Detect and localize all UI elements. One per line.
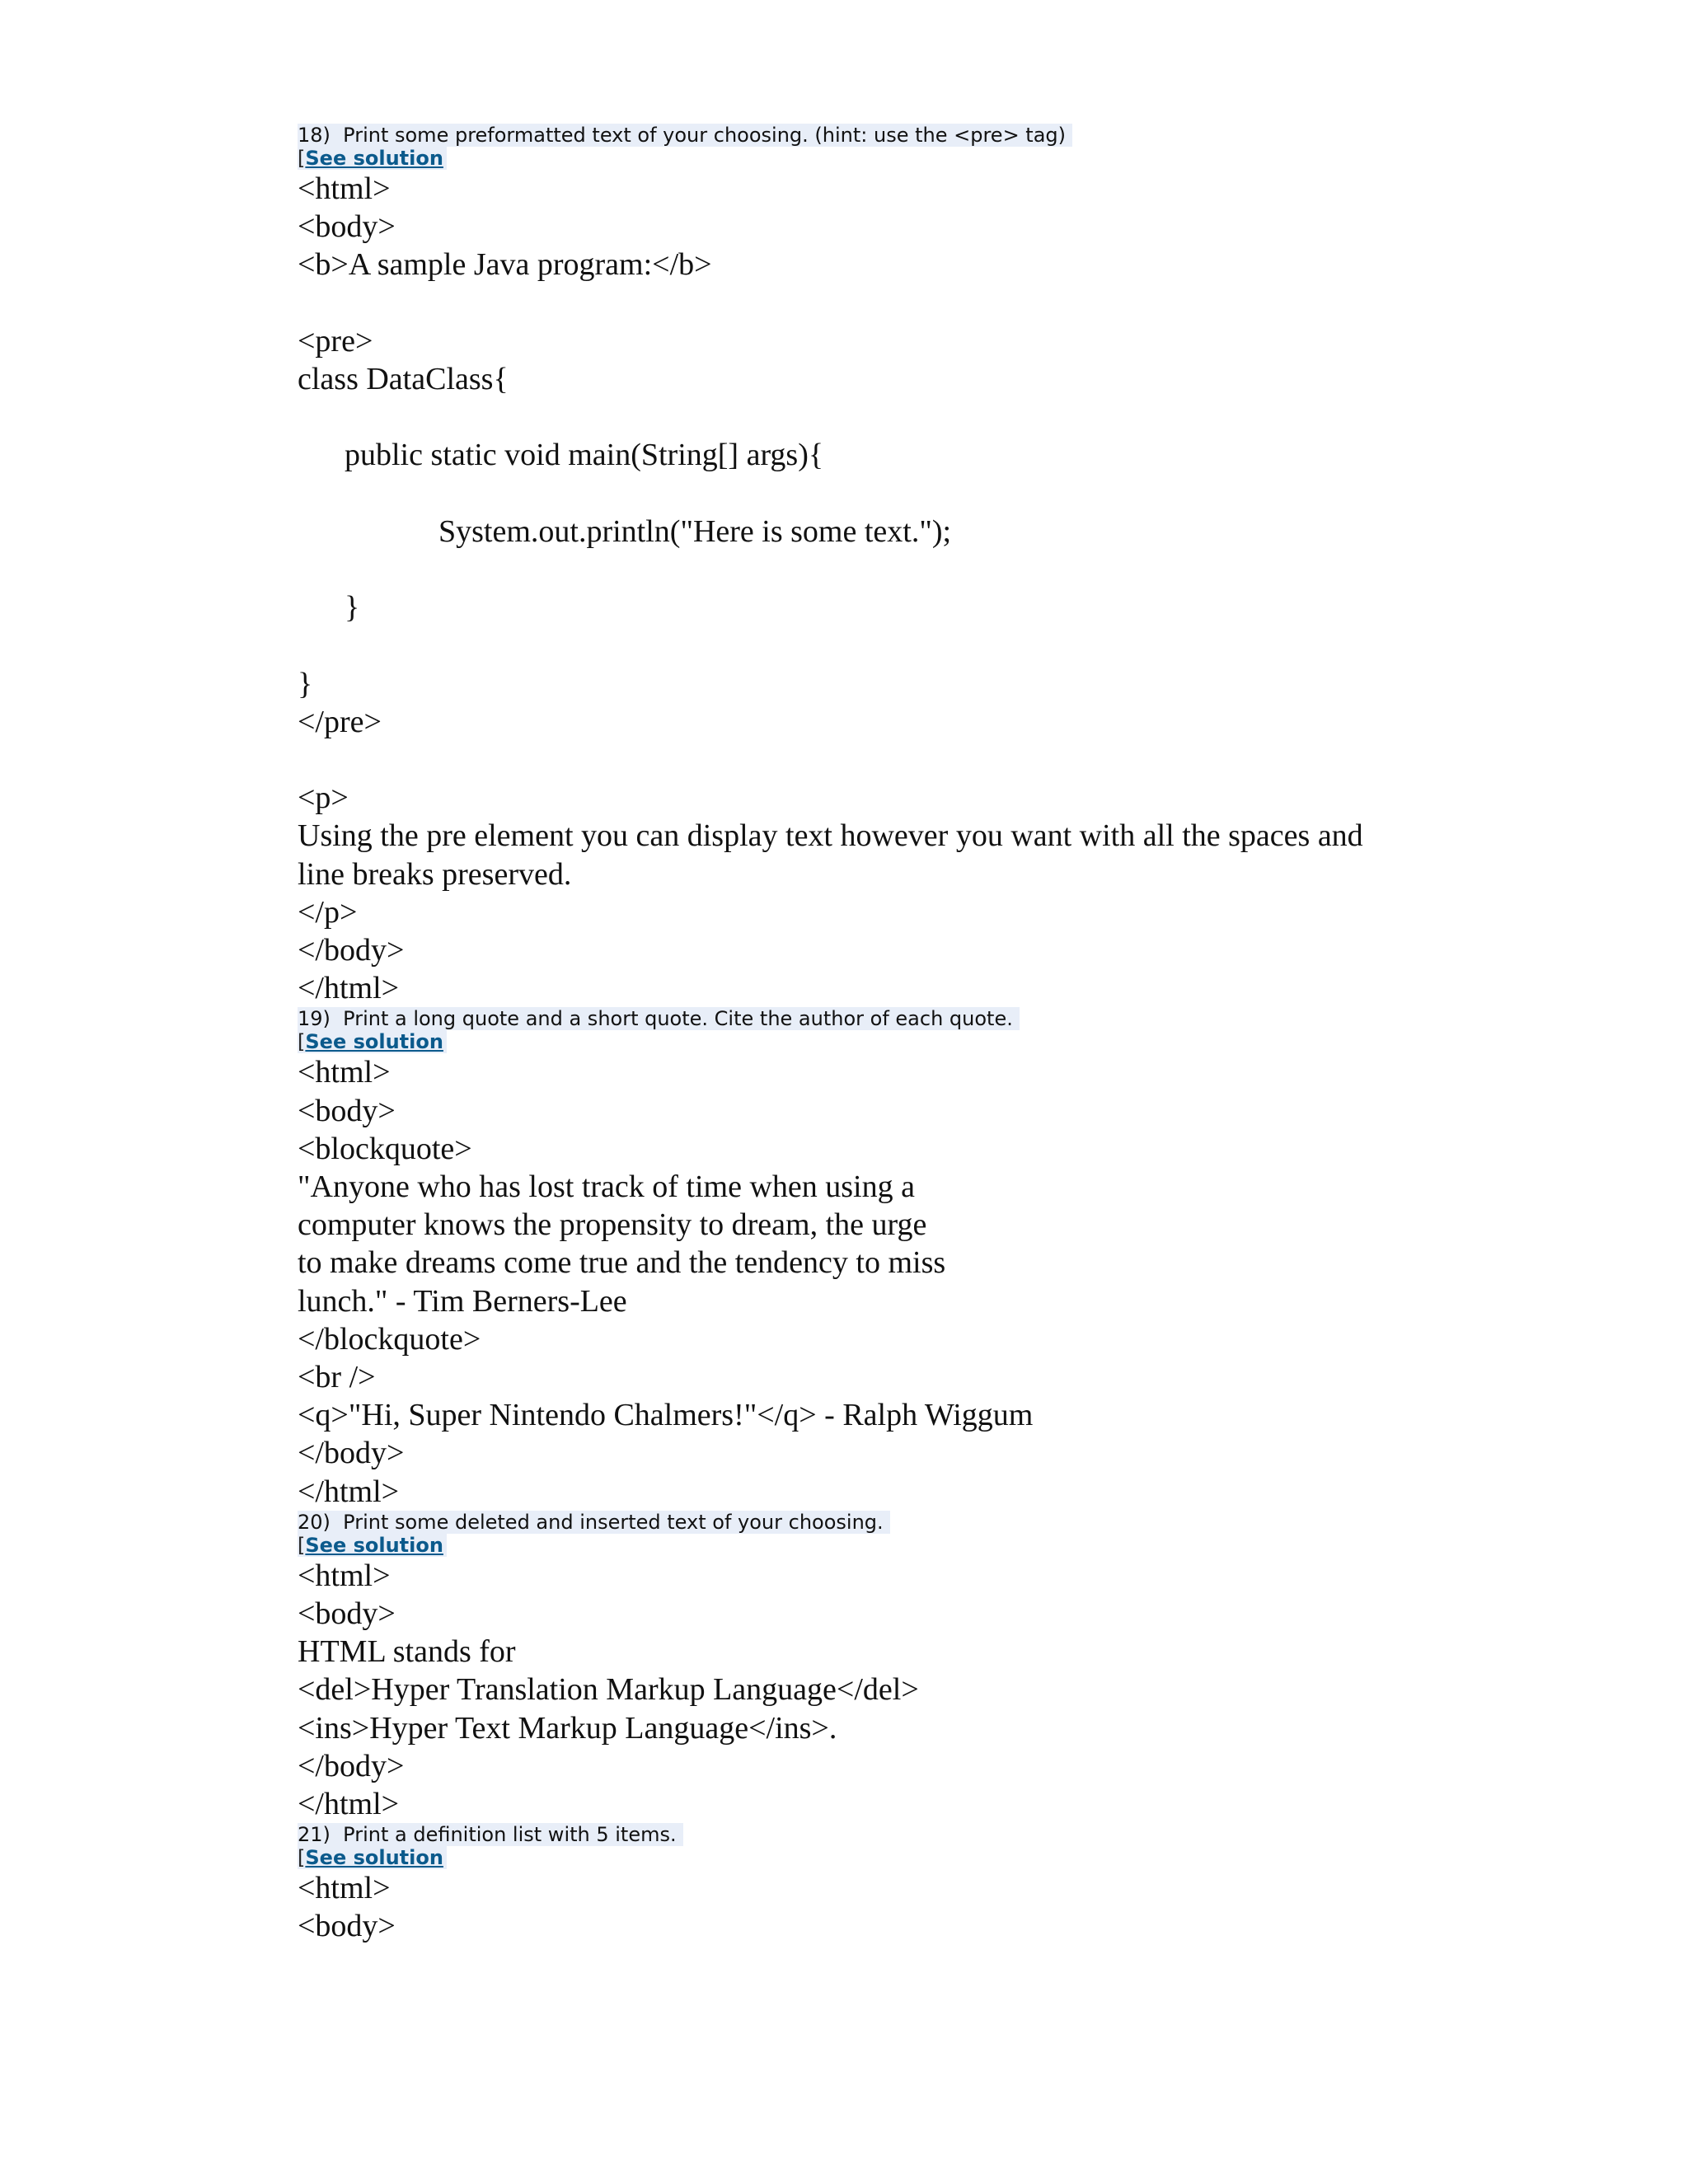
open-bracket: [ bbox=[298, 1846, 306, 1870]
code-line: <body> bbox=[298, 1093, 396, 1128]
see-solution-link[interactable]: See solution bbox=[305, 1533, 443, 1557]
code-line: </html> bbox=[298, 1787, 400, 1822]
code-line: <b>A sample Java program:</b> bbox=[298, 247, 712, 283]
code-line: <html> bbox=[298, 1055, 391, 1090]
code-line: </body> bbox=[298, 1748, 405, 1783]
code-line: <body> bbox=[298, 1909, 396, 1944]
question-row bbox=[298, 1511, 1534, 1534]
code-line: <blockquote> bbox=[298, 1131, 472, 1166]
code-line: </html> bbox=[298, 971, 400, 1006]
code-line: </p> bbox=[298, 894, 358, 930]
solution-row bbox=[298, 1030, 1534, 1053]
code-block bbox=[298, 170, 1534, 1007]
code-line: <pre> bbox=[298, 323, 373, 359]
solution-highlight bbox=[298, 147, 447, 170]
solution-row bbox=[298, 147, 1534, 170]
code-line: public static void main(String[] args){ bbox=[298, 438, 824, 473]
exercise-18 bbox=[298, 124, 1534, 1007]
code-line: Using the pre element you can display text however you want with all the spaces and bbox=[298, 818, 1363, 854]
code-line: <body> bbox=[298, 1596, 396, 1632]
exercise-19 bbox=[298, 1007, 1534, 1510]
code-line: <ins>Hyper Text Markup Language</ins>. bbox=[298, 1710, 837, 1746]
open-bracket: [ bbox=[298, 1533, 306, 1557]
code-line: </html> bbox=[298, 1474, 400, 1509]
code-line: </body> bbox=[298, 932, 405, 968]
see-solution-link[interactable]: See solution bbox=[305, 147, 443, 170]
code-line: "Anyone who has lost track of time when using a bbox=[298, 1169, 915, 1204]
code-line: } bbox=[298, 666, 313, 701]
question-row bbox=[298, 1007, 1534, 1030]
code-line: class DataClass{ bbox=[298, 362, 509, 396]
solution-row bbox=[298, 1846, 1534, 1869]
code-line: <q>"Hi, Super Nintendo Chalmers!"</q> - Ralph Wiggum bbox=[298, 1398, 1034, 1433]
see-solution-link[interactable]: See solution bbox=[305, 1846, 443, 1870]
code-line: </pre> bbox=[298, 704, 382, 739]
solution-row bbox=[298, 1534, 1534, 1557]
code-line: <html> bbox=[298, 1558, 391, 1593]
code-line: lunch." - Tim Berners-Lee bbox=[298, 1283, 627, 1319]
open-bracket: [ bbox=[298, 147, 306, 170]
code-line: <del>Hyper Translation Markup Language</del> bbox=[298, 1672, 919, 1708]
code-line: } bbox=[298, 590, 360, 626]
code-line: <html> bbox=[298, 171, 391, 206]
code-line: <br /> bbox=[298, 1360, 376, 1394]
code-block bbox=[298, 1053, 1534, 1510]
code-line: </blockquote> bbox=[298, 1321, 481, 1357]
code-line bbox=[298, 475, 1534, 513]
code-line: to make dreams come true and the tendency to miss bbox=[298, 1245, 946, 1281]
code-line: <body> bbox=[298, 209, 396, 245]
code-line bbox=[298, 398, 1534, 436]
code-line: <html> bbox=[298, 1871, 391, 1906]
solution-highlight bbox=[298, 1030, 447, 1053]
code-line: System.out.println("Here is some text."); bbox=[298, 513, 952, 549]
code-line: computer knows the propensity to dream, the urge bbox=[298, 1207, 927, 1243]
code-line: </body> bbox=[298, 1436, 405, 1471]
code-line bbox=[298, 551, 1534, 588]
code-line bbox=[298, 284, 1534, 322]
exercise-20 bbox=[298, 1511, 1534, 1823]
question-text: 18) Print some preformatted text of your choosing. (hint: use the <pre> tag) bbox=[298, 124, 1072, 147]
open-bracket: [ bbox=[298, 1030, 306, 1054]
code-line: HTML stands for bbox=[298, 1634, 516, 1670]
solution-highlight bbox=[298, 1534, 447, 1557]
code-line: <p> bbox=[298, 780, 349, 816]
question-text: 21) Print a definition list with 5 items. bbox=[298, 1823, 683, 1846]
code-line bbox=[298, 626, 1534, 664]
question-row bbox=[298, 1823, 1534, 1846]
solution-highlight bbox=[298, 1846, 447, 1869]
question-text: 19) Print a long quote and a short quote. Cite the author of each quote. bbox=[298, 1007, 1020, 1030]
code-block bbox=[298, 1869, 1534, 1945]
question-row bbox=[298, 124, 1534, 147]
question-text: 20) Print some deleted and inserted text of your choosing. bbox=[298, 1511, 890, 1534]
see-solution-link[interactable]: See solution bbox=[305, 1030, 443, 1054]
exercise-21 bbox=[298, 1823, 1534, 1945]
code-line bbox=[298, 741, 1534, 779]
document-page bbox=[298, 124, 1534, 1946]
code-block bbox=[298, 1557, 1534, 1823]
code-line: line breaks preserved. bbox=[298, 856, 572, 892]
